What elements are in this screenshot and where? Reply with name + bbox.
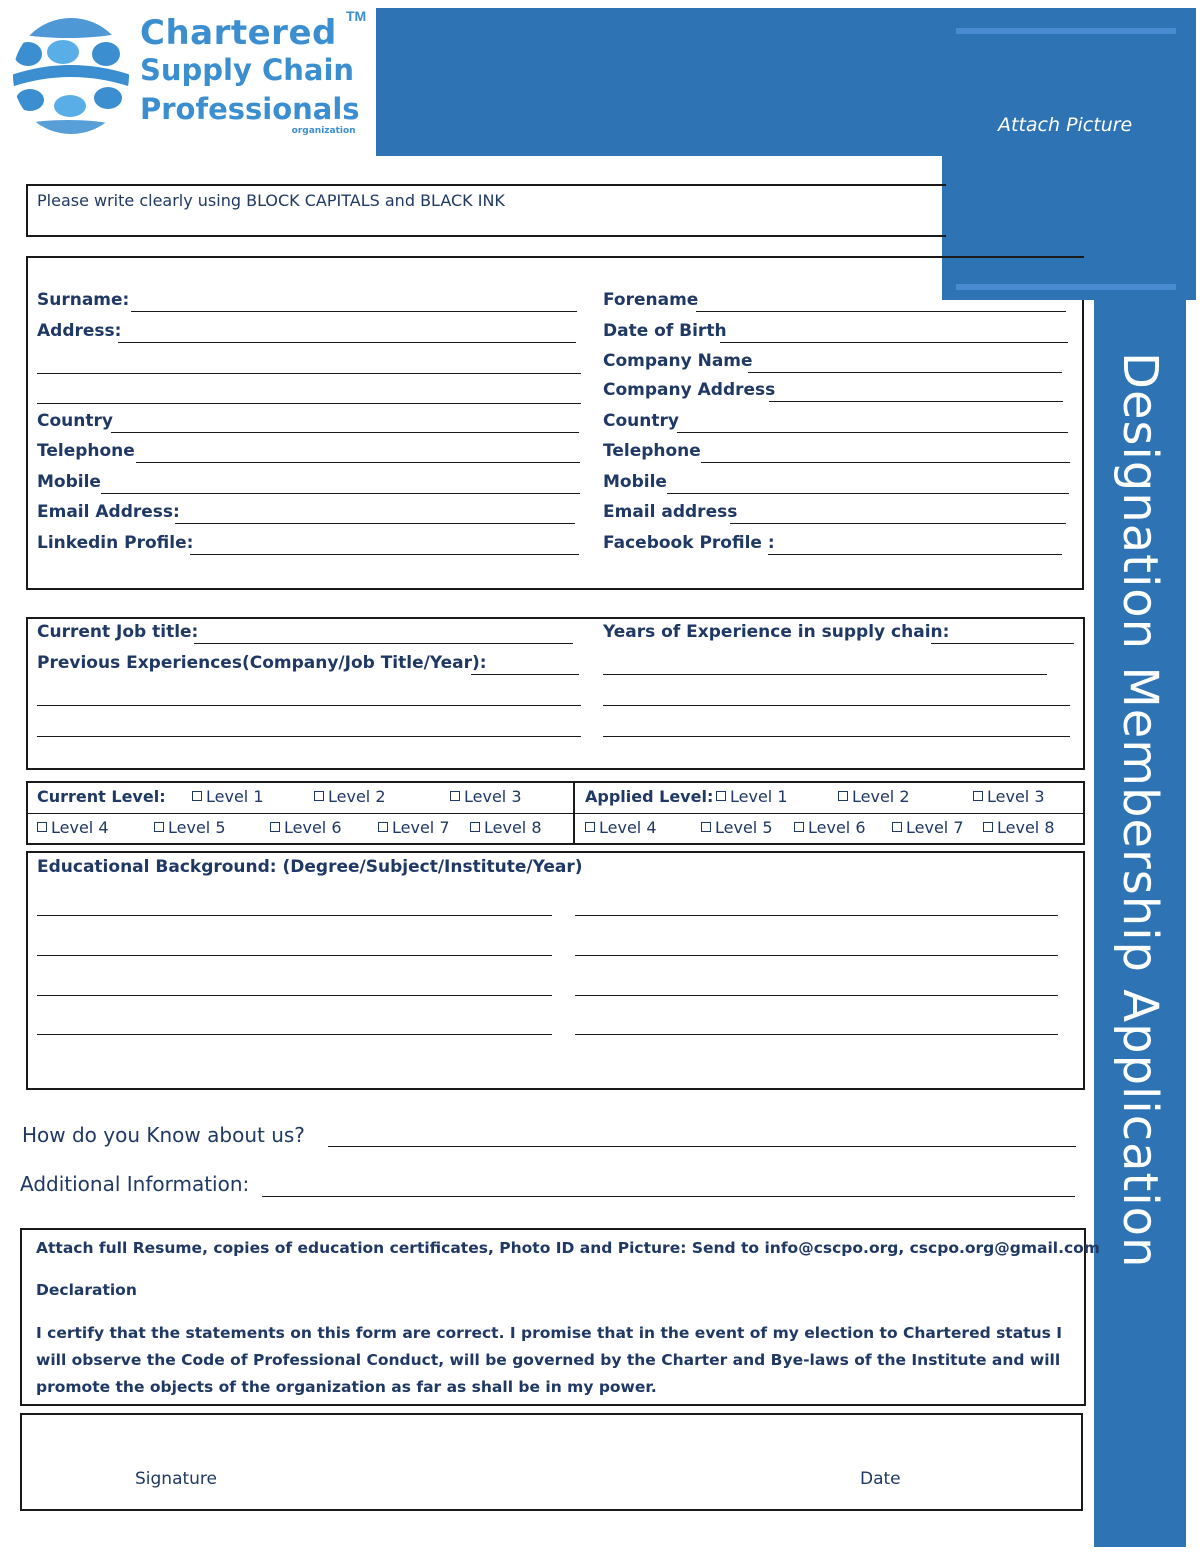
personal-box-right-edge [1082, 300, 1084, 590]
company-telephone-field[interactable] [701, 462, 1070, 463]
form-title: Designation Membership Application [1112, 352, 1168, 1269]
current-level-4-checkbox[interactable]: Level 4 [37, 818, 109, 837]
current-level-3-checkbox[interactable]: Level 3 [450, 787, 522, 806]
checkbox-icon [470, 822, 480, 832]
trademark-mark: TM [346, 8, 367, 24]
country-field[interactable] [111, 432, 579, 433]
current-level-2-checkbox[interactable]: Level 2 [314, 787, 386, 806]
previous-experience-field-5[interactable] [37, 736, 581, 737]
current-level-6-checkbox[interactable]: Level 6 [270, 818, 342, 837]
logo-line-4: organization [291, 126, 356, 136]
company-email-label: Email address [603, 502, 738, 522]
know-us-label: How do you Know about us? [22, 1123, 305, 1147]
checkbox-icon [838, 791, 848, 801]
education-field-7[interactable] [37, 1034, 552, 1035]
company-mobile-label: Mobile [603, 472, 667, 492]
checkbox-icon [450, 791, 460, 801]
company-country-field[interactable] [677, 432, 1068, 433]
previous-experience-field-4[interactable] [603, 705, 1070, 706]
education-field-2[interactable] [575, 915, 1058, 916]
education-field-8[interactable] [575, 1034, 1058, 1035]
education-field-1[interactable] [37, 915, 552, 916]
applied-level-label: Applied Level: [585, 787, 714, 806]
applied-level-8-checkbox[interactable]: Level 8 [983, 818, 1055, 837]
know-us-field[interactable] [328, 1146, 1076, 1147]
logo-line-1: Chartered [140, 13, 337, 53]
mobile-label: Mobile [37, 472, 101, 492]
checkbox-icon [314, 791, 324, 801]
checkbox-icon [192, 791, 202, 801]
company-name-field[interactable] [748, 372, 1062, 373]
years-experience-field[interactable] [931, 643, 1074, 644]
header-banner [376, 8, 942, 156]
checkbox-icon [154, 822, 164, 832]
telephone-label: Telephone [37, 441, 135, 461]
education-label: Educational Background: (Degree/Subject/Institute/Year) [37, 857, 583, 877]
education-box [26, 851, 1085, 1090]
mobile-field[interactable] [101, 493, 580, 494]
forename-field[interactable] [696, 311, 1066, 312]
checkbox-icon [701, 822, 711, 832]
applied-level-5-checkbox[interactable]: Level 5 [701, 818, 773, 837]
applied-level-3-checkbox[interactable]: Level 3 [973, 787, 1045, 806]
photo-divider-top [956, 28, 1176, 34]
forename-label: Forename [603, 290, 699, 310]
checkbox-icon [716, 791, 726, 801]
current-level-1-checkbox[interactable]: Level 1 [192, 787, 264, 806]
declaration-text: I certify that the statements on this form are correct. I promise that in the event of my election to Chartered status I will observe the Code of Professional Conduct, will be governed by the Charter and Bye-laws of the Institute and will promote the objects of the organization as far as shall be in my power. [36, 1324, 1063, 1396]
surname-label: Surname: [37, 290, 130, 310]
additional-info-field[interactable] [262, 1196, 1075, 1197]
education-field-4[interactable] [575, 955, 1058, 956]
country-label: Country [37, 411, 113, 431]
telephone-field[interactable] [136, 462, 580, 463]
address-field-3[interactable] [37, 403, 581, 404]
company-telephone-label: Telephone [603, 441, 701, 461]
checkbox-icon [585, 822, 595, 832]
facebook-field[interactable] [768, 554, 1062, 555]
linkedin-field[interactable] [190, 554, 579, 555]
job-title-label: Current Job title: [37, 622, 199, 642]
attach-documents-text: Attach full Resume, copies of education certificates, Photo ID and Picture: Send to info@cscpo.org, cscpo.org@gmail.com [36, 1239, 1100, 1257]
applied-level-6-checkbox[interactable]: Level 6 [794, 818, 866, 837]
current-level-7-checkbox[interactable]: Level 7 [378, 818, 450, 837]
logo-globe-icon [8, 14, 134, 138]
applied-level-7-checkbox[interactable]: Level 7 [892, 818, 964, 837]
checkbox-icon [37, 822, 47, 832]
facebook-label: Facebook Profile : [603, 533, 775, 553]
email-field[interactable] [175, 523, 575, 524]
address-field-1[interactable] [118, 342, 576, 343]
company-name-label: Company Name [603, 351, 753, 371]
checkbox-icon [892, 822, 902, 832]
applied-level-1-checkbox[interactable]: Level 1 [716, 787, 788, 806]
checkbox-icon [378, 822, 388, 832]
checkbox-icon [270, 822, 280, 832]
checkbox-icon [973, 791, 983, 801]
applied-level-2-checkbox[interactable]: Level 2 [838, 787, 910, 806]
dob-field[interactable] [720, 342, 1068, 343]
applied-level-4-checkbox[interactable]: Level 4 [585, 818, 657, 837]
levels-row-divider [26, 813, 1085, 814]
address-label: Address: [37, 321, 122, 341]
company-address-field[interactable] [769, 401, 1063, 402]
years-experience-label: Years of Experience in supply chain: [603, 622, 950, 642]
company-email-field[interactable] [730, 523, 1066, 524]
linkedin-label: Linkedin Profile: [37, 533, 194, 553]
previous-experience-field-2[interactable] [603, 674, 1047, 675]
personal-box-top-right [940, 256, 942, 257]
logo-line-2: Supply Chain [140, 53, 355, 87]
address-field-2[interactable] [37, 373, 581, 374]
previous-experience-field-3[interactable] [37, 705, 581, 706]
current-level-label: Current Level: [37, 787, 166, 806]
instructions-text: Please write clearly using BLOCK CAPITALS and BLACK INK [37, 191, 505, 210]
company-mobile-field[interactable] [667, 493, 1069, 494]
declaration-heading: Declaration [36, 1281, 137, 1299]
signature-box [20, 1413, 1083, 1511]
education-field-6[interactable] [575, 995, 1058, 996]
email-label: Email Address: [37, 502, 180, 522]
dob-label: Date of Birth [603, 321, 727, 341]
education-field-3[interactable] [37, 955, 552, 956]
attach-picture-label: Attach Picture [998, 114, 1133, 136]
previous-experience-label: Previous Experiences(Company/Job Title/Year): [37, 653, 487, 673]
additional-info-label: Additional Information: [20, 1172, 250, 1196]
company-address-label: Company Address [603, 380, 776, 400]
current-level-8-checkbox[interactable]: Level 8 [470, 818, 542, 837]
logo-line-3: Professionals [140, 92, 360, 126]
previous-experience-field-1[interactable] [471, 674, 579, 675]
company-country-label: Country [603, 411, 679, 431]
previous-experience-field-6[interactable] [603, 736, 1070, 737]
logo-wordmark [140, 13, 360, 136]
education-field-5[interactable] [37, 995, 552, 996]
checkbox-icon [794, 822, 804, 832]
surname-field[interactable] [131, 311, 577, 312]
checkbox-icon [983, 822, 993, 832]
signature-label[interactable]: Signature [135, 1469, 218, 1489]
current-level-5-checkbox[interactable]: Level 5 [154, 818, 226, 837]
date-label[interactable]: Date [860, 1469, 901, 1489]
job-title-field[interactable] [194, 643, 573, 644]
